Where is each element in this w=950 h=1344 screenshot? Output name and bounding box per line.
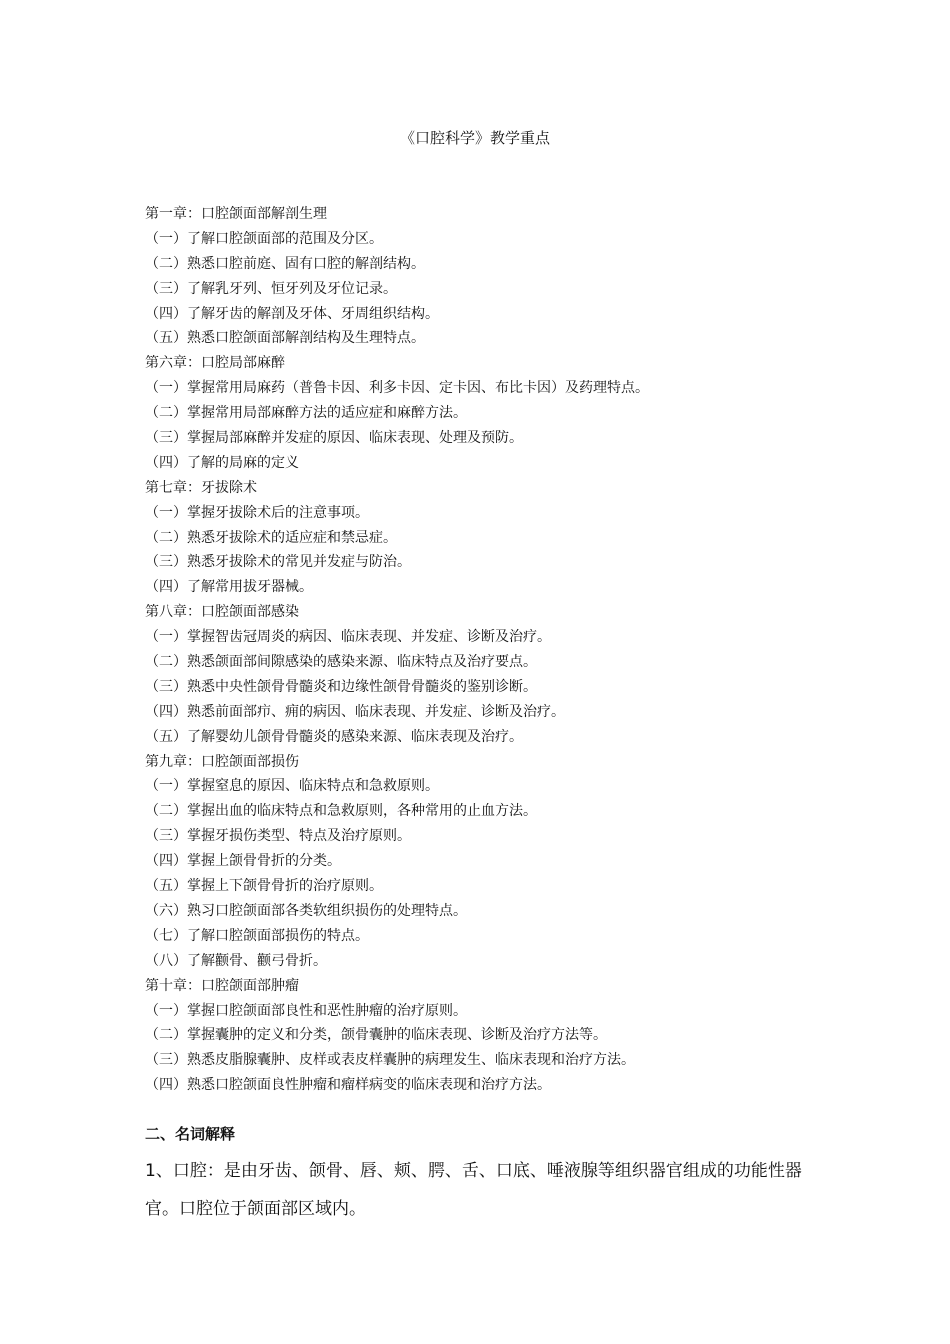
outline-line: （五）熟悉口腔颌面部解剖结构及生理特点。 <box>145 330 425 347</box>
outline-line: （二）熟悉口腔前庭、固有口腔的解剖结构。 <box>145 255 425 272</box>
outline-line: 第七章：牙拔除术 <box>145 479 257 496</box>
outline-line: （三）熟悉中央性颌骨骨髓炎和边缘性颌骨骨髓炎的鉴别诊断。 <box>145 678 537 695</box>
outline-line: （一）掌握窒息的原因、临床特点和急救原则。 <box>145 778 439 795</box>
outline-line: （一）掌握口腔颌面部良性和恶性肿瘤的治疗原则。 <box>145 1002 467 1019</box>
definition-paragraph: 1、口腔：是由牙齿、颌骨、唇、颊、腭、舌、口底、唾液腺等组织器官组成的功能性器官。口腔位于颌面部区域内。 <box>145 1161 802 1219</box>
outline-line: 第十章：口腔颌面部肿瘤 <box>145 977 299 994</box>
outline-line: （一）掌握牙拔除术后的注意事项。 <box>145 504 369 521</box>
outline-line: （三）掌握牙损伤类型、特点及治疗原则。 <box>145 828 411 845</box>
outline-line: （一）了解口腔颌面部的范围及分区。 <box>145 230 383 247</box>
outline-line: 第八章：口腔颌面部感染 <box>145 604 299 621</box>
outline-line: （二）熟悉牙拔除术的适应症和禁忌症。 <box>145 529 397 546</box>
outline-line: 第一章：口腔颌面部解剖生理 <box>145 206 327 222</box>
outline-line: （二）掌握囊肿的定义和分类，颌骨囊肿的临床表现、诊断及治疗方法等。 <box>145 1027 607 1044</box>
outline-line: （一）掌握智齿冠周炎的病因、临床表现、并发症、诊断及治疗。 <box>145 629 551 646</box>
outline-list <box>145 202 845 1098</box>
outline-line: （三）掌握局部麻醉并发症的原因、临床表现、处理及预防。 <box>145 430 523 447</box>
page-title: 《口腔科学》教学重点 <box>399 129 550 147</box>
outline-line: （四）熟悉口腔颌面良性肿瘤和瘤样病变的临床表现和治疗方法。 <box>145 1077 551 1094</box>
outline-line: （二）掌握出血的临床特点和急救原则，各种常用的止血方法。 <box>145 803 537 820</box>
outline-line: （三）熟悉皮脂腺囊肿、皮样或表皮样囊肿的病理发生、临床表现和治疗方法。 <box>145 1052 635 1069</box>
outline-line: （五）掌握上下颌骨骨折的治疗原则。 <box>145 878 383 895</box>
outline-line: （八）了解颧骨、颧弓骨折。 <box>145 952 327 969</box>
outline-line: （四）掌握上颌骨骨折的分类。 <box>145 853 341 870</box>
outline-line: （四）熟悉前面部疖、痈的病因、临床表现、并发症、诊断及治疗。 <box>145 703 565 720</box>
outline-line: （四）了解牙齿的解剖及牙体、牙周组织结构。 <box>145 305 439 322</box>
outline-line: （六）熟习口腔颌面部各类软组织损伤的处理特点。 <box>145 902 467 919</box>
section-heading: 二、名词解释 <box>145 1125 236 1143</box>
outline-line: （一）掌握常用局麻药（普鲁卡因、利多卡因、定卡因、布比卡因）及药理特点。 <box>145 380 649 397</box>
outline-line: （四）了解常用拔牙器械。 <box>145 579 313 596</box>
outline-line: （四）了解的局麻的定义 <box>145 454 299 471</box>
outline-line: 第九章：口腔颌面部损伤 <box>145 753 299 770</box>
outline-line: （五）了解婴幼儿颌骨骨髓炎的感染来源、临床表现及治疗。 <box>145 728 523 745</box>
outline-line: （二）熟悉颌面部间隙感染的感染来源、临床特点及治疗要点。 <box>145 654 537 671</box>
outline-line: （三）熟悉牙拔除术的常见并发症与防治。 <box>145 554 411 571</box>
outline-line: （七）了解口腔颌面部损伤的特点。 <box>145 927 369 944</box>
outline-line: （三）了解乳牙列、恒牙列及牙位记录。 <box>145 280 397 297</box>
outline-line: （二）掌握常用局部麻醉方法的适应症和麻醉方法。 <box>145 405 467 422</box>
outline-line: 第六章：口腔局部麻醉 <box>145 355 285 372</box>
